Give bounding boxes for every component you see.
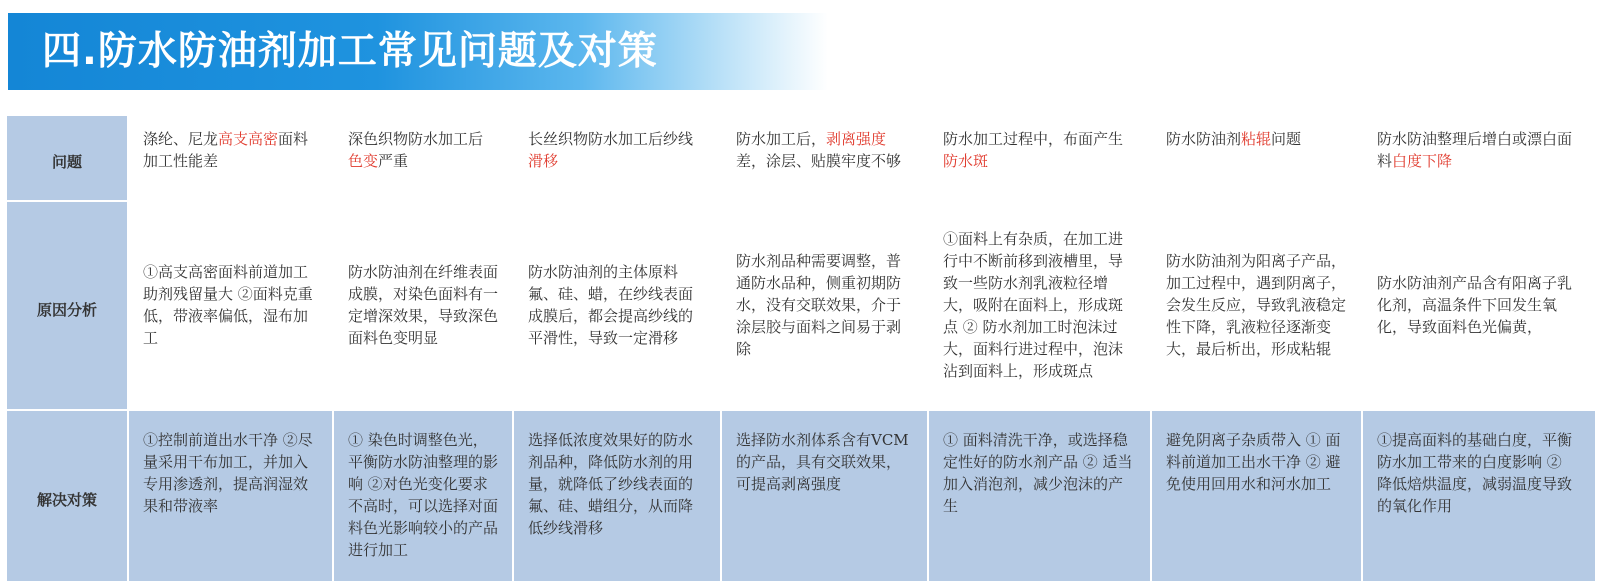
problem-highlight: 滑移 — [528, 152, 559, 170]
solution-cell — [128, 410, 333, 582]
solution-cell — [1362, 410, 1596, 582]
cause-cell — [513, 201, 721, 410]
problem-text: 防水防油剂 — [1166, 130, 1242, 148]
problem-text: 面料加工性能差 — [143, 130, 309, 170]
cause-cell — [721, 201, 928, 410]
cause-cell — [333, 201, 513, 410]
solution-text: 避免阴离子杂质带入 ① 面料前道加工出水干净 ② 避免使用回用水和河水加工 — [1166, 431, 1341, 493]
problem-highlight: 剥离强度 — [826, 130, 887, 148]
problem-highlight: 色变 — [348, 152, 379, 170]
solution-text: 选择低浓度效果好的防水剂品种，降低防水剂的用量，就降低了纱线表面的氟、硅、蜡组分，从而降低纱线滑移 — [528, 431, 694, 537]
solution-cell — [928, 410, 1151, 582]
problem-cell — [128, 115, 333, 201]
problem-row — [6, 115, 1596, 201]
row-header-problem: 问题 — [6, 115, 128, 201]
cause-row — [6, 201, 1596, 410]
problem-highlight: 白度下降 — [1392, 152, 1453, 170]
problem-highlight: 防水斑 — [943, 152, 989, 170]
problem-cell — [513, 115, 721, 201]
problem-text: 严重 — [378, 152, 409, 170]
cause-text: 防水防油剂的主体原料氟、硅、蜡，在纱线表面成膜后，都会提高纱线的平滑性，导致一定滑移 — [528, 262, 694, 347]
problem-text: 防水加工后， — [736, 130, 827, 148]
solution-cell — [721, 410, 928, 582]
problem-text: 涤纶、尼龙 — [143, 130, 219, 148]
problem-text: 深色织物防水加工后 — [348, 130, 484, 148]
solution-cell — [333, 410, 513, 582]
problem-cell — [928, 115, 1151, 201]
cause-text: 防水剂品种需要调整，普通防水品种，侧重初期防水，没有交联效果，介于涂层胶与面料之间易于剥除 — [736, 251, 902, 358]
solution-text: ①提高面料的基础白度，平衡防水加工带来的白度影响 ② 降低焙烘温度，减弱温度导致的氧化作用 — [1377, 431, 1573, 515]
problem-cell — [1151, 115, 1362, 201]
row-header-solution: 解决对策 — [6, 410, 128, 582]
problem-text: 防水加工过程中，布面产生 — [943, 130, 1124, 148]
solution-text: ①控制前道出水干净 ②尽量采用干布加工，并加入专用渗透剂，提高润湿效果和带液率 — [143, 431, 313, 515]
solution-cell — [513, 410, 721, 582]
cause-text: 防水防油剂为阳离子产品，加工过程中，遇到阴离子，会发生反应，导致乳液稳定性下降，乳液粒径逐渐变大，最后析出，形成粘辊 — [1166, 251, 1347, 358]
problem-highlight: 高支高密 — [218, 130, 279, 148]
problem-cell — [1362, 115, 1596, 201]
cause-cell — [1151, 201, 1362, 410]
solution-text: ① 染色时调整色光，平衡防水防油整理的影响 ②对色光变化要求不高时，可以选择对面料色光影响较小的产品进行加工 — [348, 431, 499, 559]
problem-text: 问题 — [1271, 130, 1302, 148]
problem-cell — [721, 115, 928, 201]
problem-text: 长丝织物防水加工后纱线 — [528, 130, 694, 148]
cause-cell — [1362, 201, 1596, 410]
cause-text: ①高支高密面料前道加工助剂残留量大 ②面料克重低，带液率偏低，湿布加工 — [143, 262, 313, 347]
cause-text: 防水防油剂产品含有阳离子乳化剂，高温条件下回发生氧化，导致面料色光偏黄， — [1377, 273, 1573, 336]
problem-cell — [333, 115, 513, 201]
cause-cell — [928, 201, 1151, 410]
title-banner — [8, 13, 828, 90]
problem-text: 差，涂层、贴膜牢度不够 — [736, 152, 902, 170]
problem-highlight: 粘辊 — [1241, 130, 1272, 148]
solution-row — [6, 410, 1596, 582]
row-header-cause: 原因分析 — [6, 201, 128, 410]
page-title: 四.防水防油剂加工常见问题及对策 — [42, 29, 658, 74]
cause-cell — [128, 201, 333, 410]
solution-text: 选择防水剂体系含有VCM的产品，具有交联效果，可提高剥离强度 — [736, 431, 909, 493]
cause-text: 防水防油剂在纤维表面成膜，对染色面料有一定增深效果，导致深色面料色变明显 — [348, 262, 499, 347]
problems-table — [5, 114, 1597, 583]
problem-text: 防水防油整理后增白或漂白面料 — [1377, 130, 1573, 170]
solution-cell — [1151, 410, 1362, 582]
solution-text: ① 面料清洗干净，或选择稳定性好的防水剂产品 ② 适当加入消泡剂，减少泡沫的产生 — [943, 431, 1133, 515]
cause-text: ①面料上有杂质，在加工进行中不断前移到液槽里，导致一些防水剂乳液粒径增大，吸附在面料上，形成斑点 ② 防水剂加工时泡沫过大，面料行进过程中，泡沫沾到面料上，形成斑点 — [943, 229, 1124, 380]
